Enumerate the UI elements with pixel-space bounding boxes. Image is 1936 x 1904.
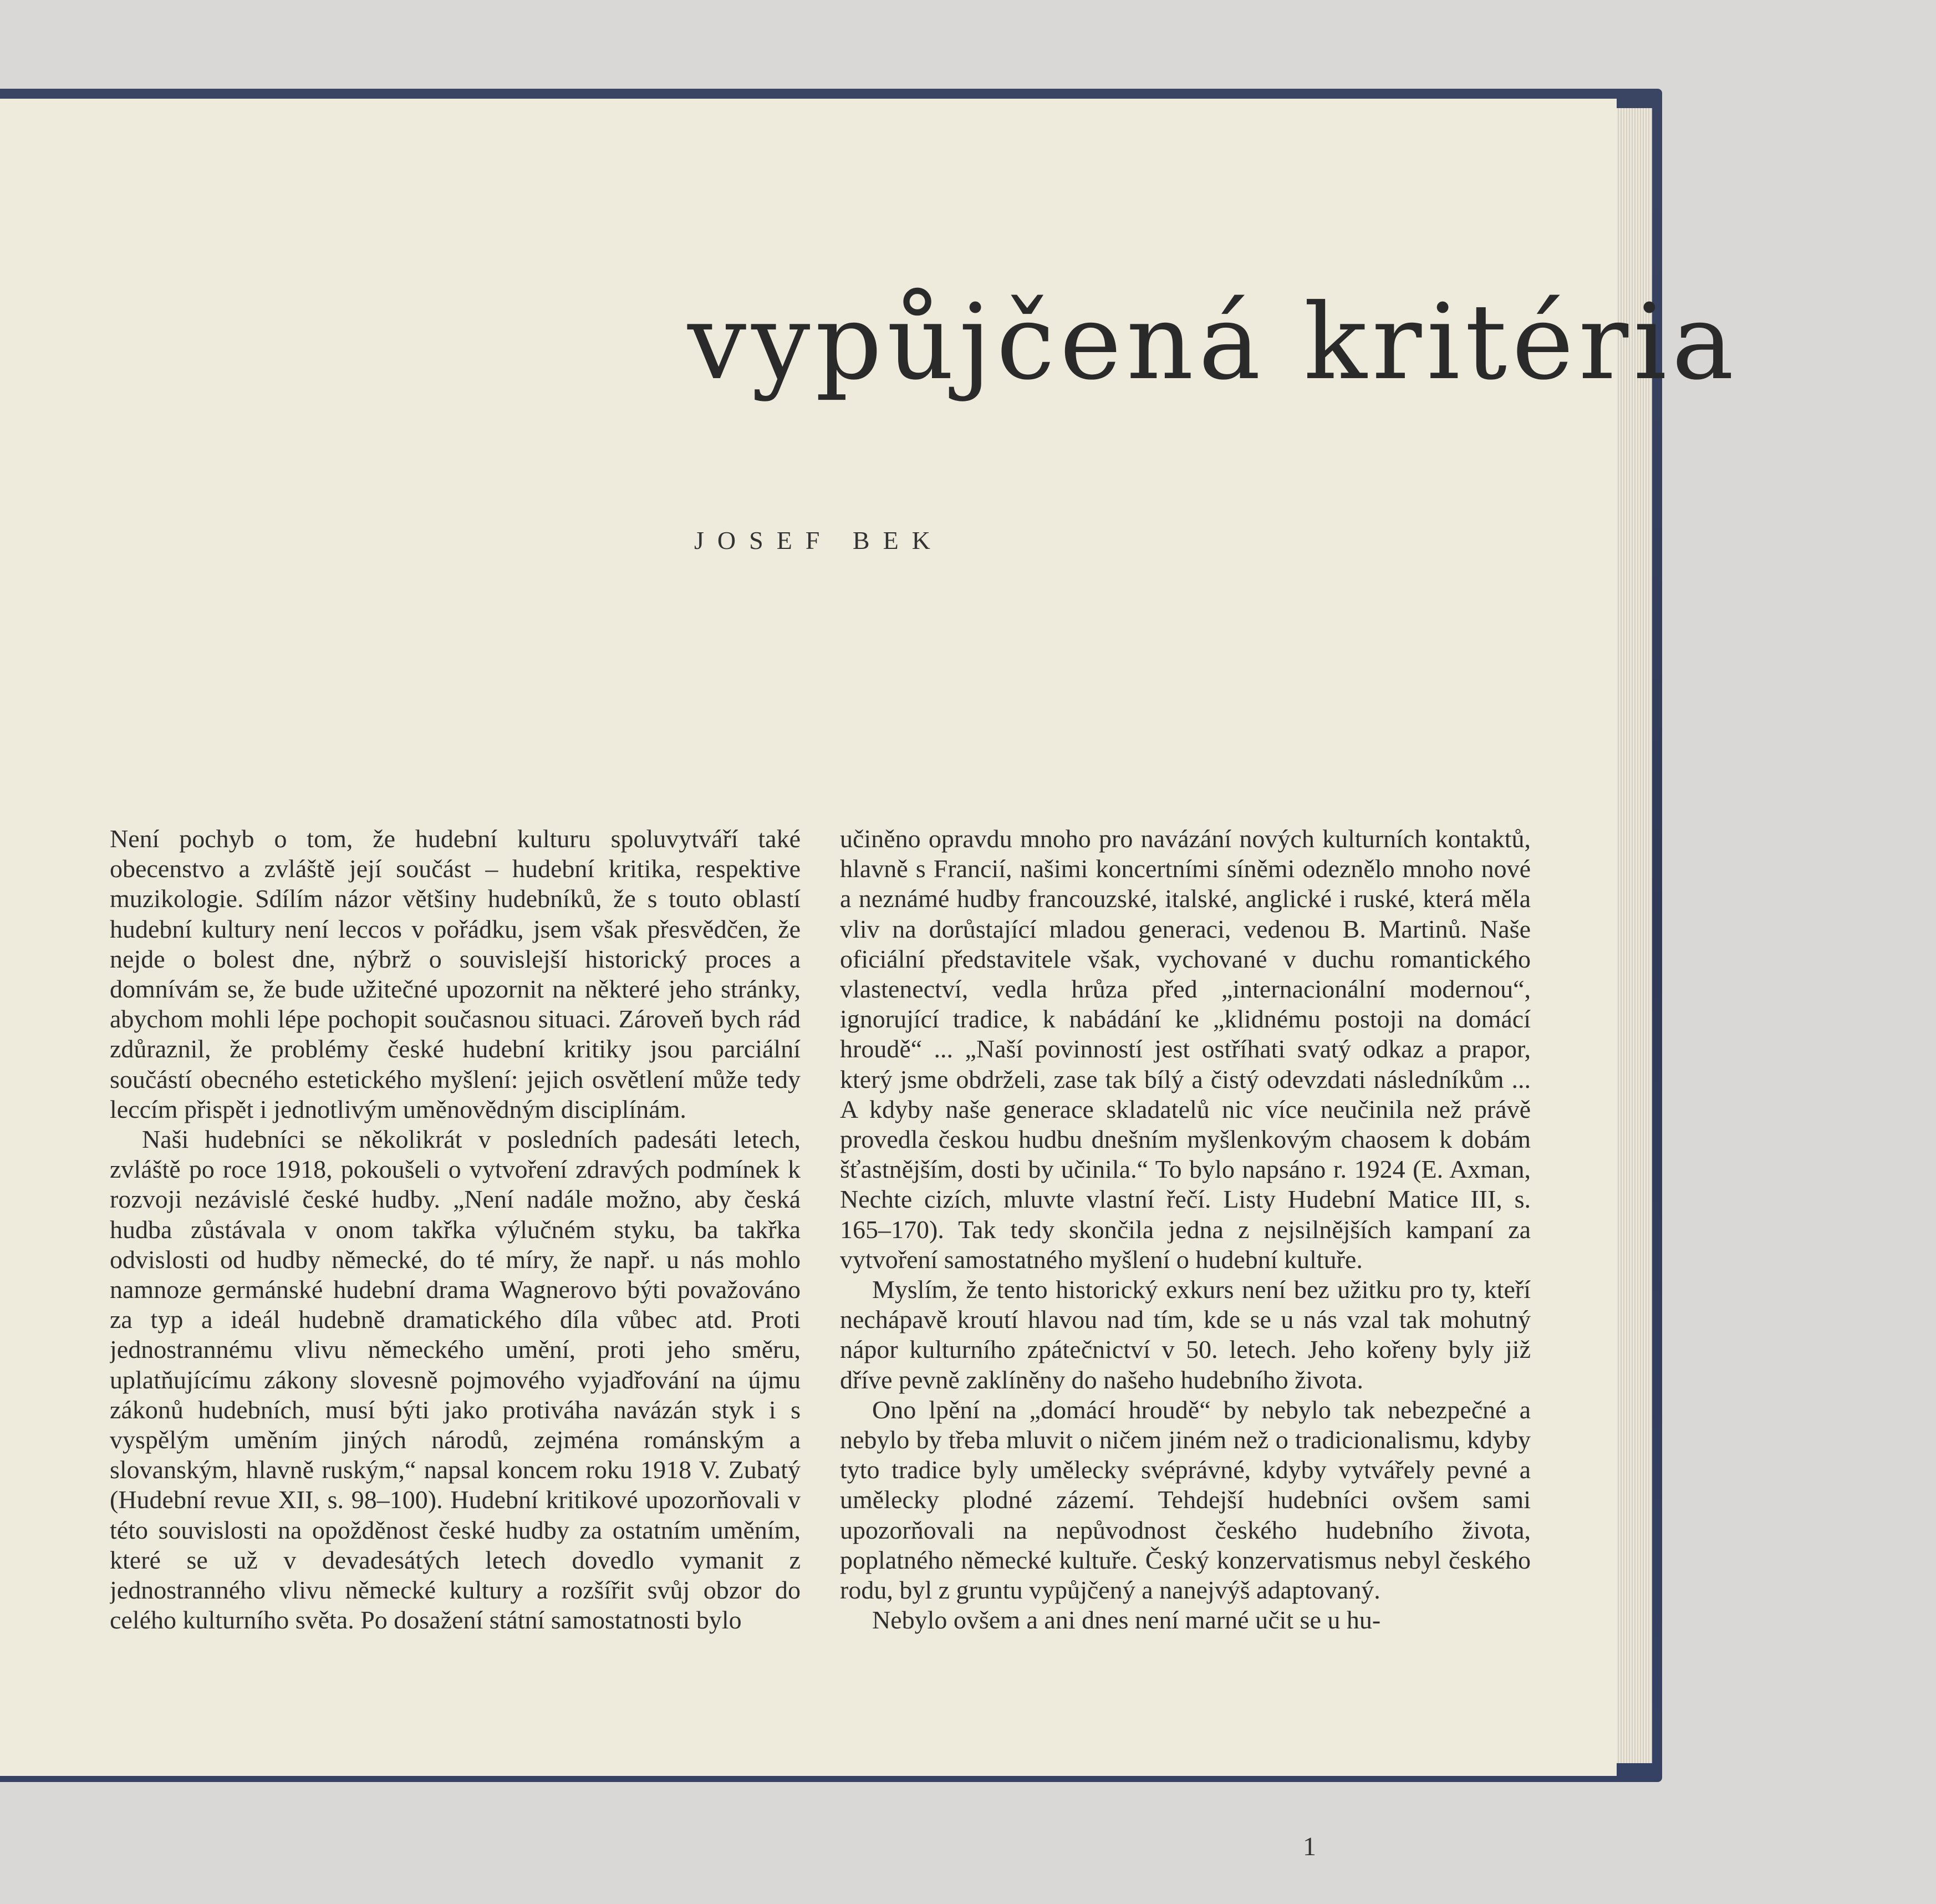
paragraph: Naši hudebníci se několikrát v posledních padesáti letech, zvláště po roce 1918, pokoušeli o vytvoření zdravých podmínek k rozvoji nezávislé české hudby. „Není nadále možno, aby česká hudba zůstávala v onom takřka výlučném styku, ba takřka odvislosti od hudby německé, do té míry, že např. u nás mohlo namnoze germánské hudební drama Wagnerovo býti považováno za typ a ideál hudebně dramatického díla vůbec atd. Proti jednostrannému vlivu německého umění, proti jeho směru, uplatňujícímu zákony slovesně pojmového vyjadřování na újmu zákonů hudebních, musí býti jako protiváha navázán styk i s vyspělým uměním jiných národů, zejména románským a slovanským, hlavně ruským,“ napsal koncem roku 1918 V. Zubatý (Hudební revue XII, s. 98–100). Hudební kritikové upozorňovali v této souvislosti na opožděnost české hudby za ostatním uměním, které se už v devadesátých letech dovedlo vymanit z jednostranného vlivu německé kultury a rozšířit svůj obzor do celého kulturního světa. Po dosažení státní samostatnosti bylo [110, 1125, 801, 1635]
text-column-left [110, 824, 801, 1800]
paragraph: Ono lpění na „domácí hroudě“ by nebylo tak nebezpečné a nebylo by třeba mluvit o ničem jiném než o tradicionalismu, kdyby tyto tradice byly umělecky svéprávné, kdyby vytvářely pevné a umělecky plodné zázemí. Tehdejší hudebníci ovšem sami upozorňovali na nepůvodnost českého hudebního života, poplatného německé kultuře. Český konzervatismus nebyl českého rodu, byl z gruntu vypůjčený a nanejvýš adaptovaný. [840, 1395, 1531, 1605]
paragraph: Myslím, že tento historický exkurs není bez užitku pro ty, kteří nechápavě kroutí hlavou nad tím, kde se u nás vzal tak mohutný nápor kulturního zpátečnictví v 50. letech. Jeho kořeny byly již dříve pevně zaklíněny do našeho hudebního života. [840, 1275, 1531, 1394]
paragraph: Nebylo ovšem a ani dnes není marné učit se u hu- [872, 1606, 1381, 1635]
paragraph: Není pochyb o tom, že hudební kulturu spoluvytváří také obecenstvo a zvláště její součást – hudební kritika, respektive muzikologie. Sdílím názor většiny hudebníků, že s touto oblastí hudební kultury není leccos v pořádku, jsem však přesvědčen, že nejde o bolest dne, nýbrž o souvislejší historický proces a domnívám se, že bude užitečné upozornit na některé jeho stránky, abychom mohli lépe pochopit současnou situaci. Zároveň bych rád zdůraznil, že problémy české hudební kritiky jsou parciální součástí obecného estetického myšlení: jejich osvětlení může tedy leccím přispět i jednotlivým uměnovědným disciplínám. [110, 824, 801, 1123]
page-number: 1 [1303, 1832, 1316, 1861]
article-author: JOSEF BEK [694, 526, 944, 554]
article-title: vypůjčená kritéria [687, 282, 1739, 403]
text-column-right [840, 824, 1531, 1800]
book-page [0, 99, 1739, 1861]
paragraph: učiněno opravdu mnoho pro navázání nových kulturních kontaktů, hlavně s Francií, našimi koncertními síněmi odeznělo mnoho nové a neznámé hudby francouzské, italské, anglické i ruské, která měla vliv na dorůstající mladou generaci, vedenou B. Martinů. Naše oficiální představitele však, vychované v duchu romantického vlastenectví, vedla hrůza před „internacionální modernou“, ignorující tradice, k nabádání ke „klidnému postoji na domácí hroudě“ ... „Naší povinností jest ostříhati svatý odkaz a prapor, který jsme obdrželi, zase tak bílý a čistý odevzdati následníkům ... A kdyby naše generace skladatelů nic více neučinila než právě provedla českou hudbu dnešním myšlenkovým chaosem k dobám šťastnějším, dosti by učinila.“ To bylo napsáno r. 1924 (E. Axman, Nechte cizích, mluvte vlastní řečí. Listy Hudební Matice III, s. 165–170). Tak tedy skončila jedna z nejsilnějších kampaní za vytvoření samostatného myšlení o hudební kultuře. [840, 824, 1531, 1274]
